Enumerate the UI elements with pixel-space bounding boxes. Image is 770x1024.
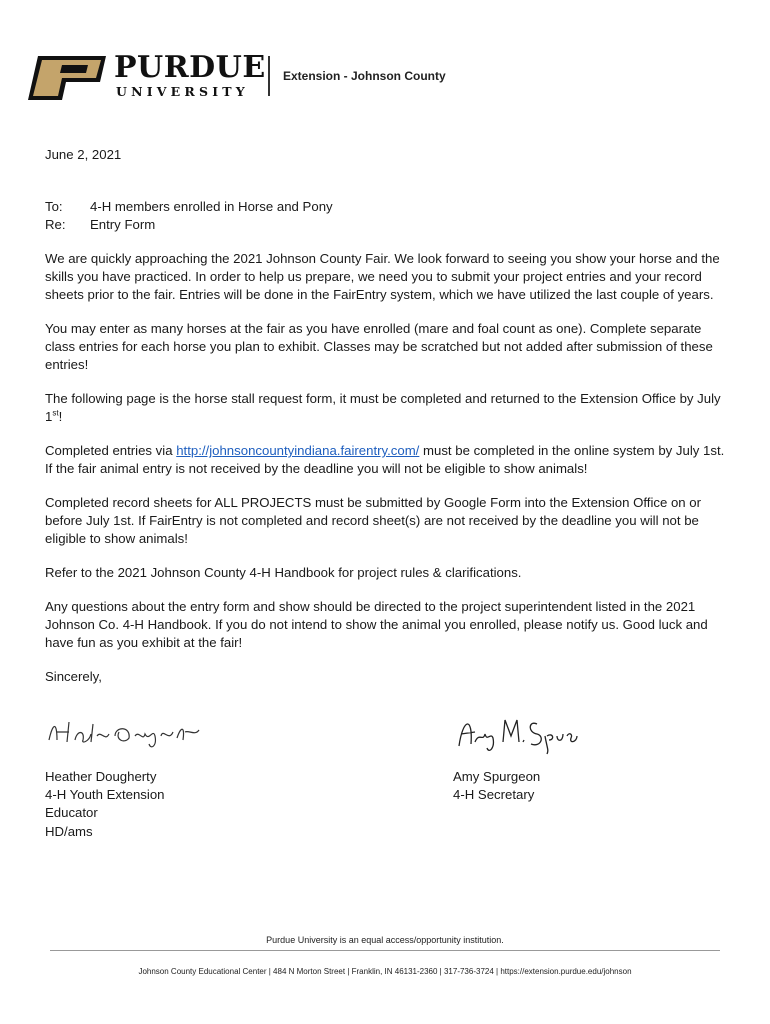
signer-left-name: Heather Dougherty [45,769,157,784]
closing: Sincerely, [45,669,102,684]
signature-right [453,712,583,802]
signer-right-title: 4-H Secretary [453,787,535,802]
handwritten-signature-right [453,712,583,756]
signer-left-title: 4-H Youth Extension Educator [45,787,165,820]
paragraph-record-sheets: Completed record sheets for ALL PROJECTS must be submitted by Google Form into the Extension Office on or before July 1st. If FairEntry is not completed and record sheet(s) are not received by the deadline you will not be eligible to show animals! [45,495,702,546]
stall-form-sup: st [52,408,59,418]
entries-text-post: must be completed in the online system by July 1st. If the fair animal entry is not received by the deadline you will not be eligible to show animals! [45,443,725,476]
re-row [45,216,735,234]
entries-text-pre: Completed entries via [45,443,177,458]
paragraph-entries [45,442,735,478]
fairentry-link[interactable]: http://johnsoncountyindiana.fairentry.com/ [176,443,420,458]
paragraph-questions: Any questions about the entry form and show should be directed to the project superintendent listed in the 2021 Johnson Co. 4-H Handbook. If you do not intend to show the animal you enrolled, please notify us. Good luck and have fun as you exhibit at the fair! [45,599,708,650]
letter-body [45,146,735,702]
paragraph-handbook: Refer to the 2021 Johnson County 4-H Handbook for project rules & clarifications. [45,565,522,580]
letterhead [28,50,448,102]
handwritten-signature-left [45,712,205,752]
department-name: Extension - Johnson County [283,69,446,83]
paragraph-horses: You may enter as many horses at the fair as you have enrolled (mare and foal count as one). Complete separate class entries for each horse you plan to exhibit. Classes may be scratched but not added after submission of these entries! [45,321,713,372]
to-row [45,198,735,216]
signer-left [45,768,205,822]
footer-divider [50,950,720,951]
memo-header [45,198,735,234]
university-name: PURDUE [114,50,266,85]
typist-initials: HD/ams [45,824,93,839]
signature-left [45,712,205,820]
university-sub: UNIVERSITY [116,84,249,99]
to-value: 4-H members enrolled in Horse and Pony [90,199,333,214]
stall-form-text: The following page is the horse stall request form, it must be completed and returned to the Extension Office by July 1 [45,391,721,424]
to-label: To: [45,199,63,214]
signer-right [453,768,540,804]
signature-block [45,712,735,822]
paragraph-stall-form [45,390,735,426]
purdue-p-logo-icon [28,56,108,100]
paragraph-intro: We are quickly approaching the 2021 Johnson County Fair. We look forward to seeing you show your horse and the skills you have practiced. In order to help us prepare, we need you to submit your project entries and your record sheets prior to the fair. Entries will be done in the FairEntry system, which we have utilized the last couple of years. [45,251,720,302]
stall-form-end: ! [58,409,63,424]
footer-address: Johnson County Educational Center | 484 N Morton Street | Franklin, IN 46131-2360 | 317-736-3724 | https://extension.purdue.edu/johnson [138,967,632,976]
signer-right-name: Amy Spurgeon [453,769,541,784]
re-label: Re: [45,217,66,232]
letter-date: June 2, 2021 [45,147,122,162]
re-value: Entry Form [90,217,156,232]
footer-eeo-statement: Purdue University is an equal access/opportunity institution. [266,935,504,945]
header-divider [268,56,270,96]
